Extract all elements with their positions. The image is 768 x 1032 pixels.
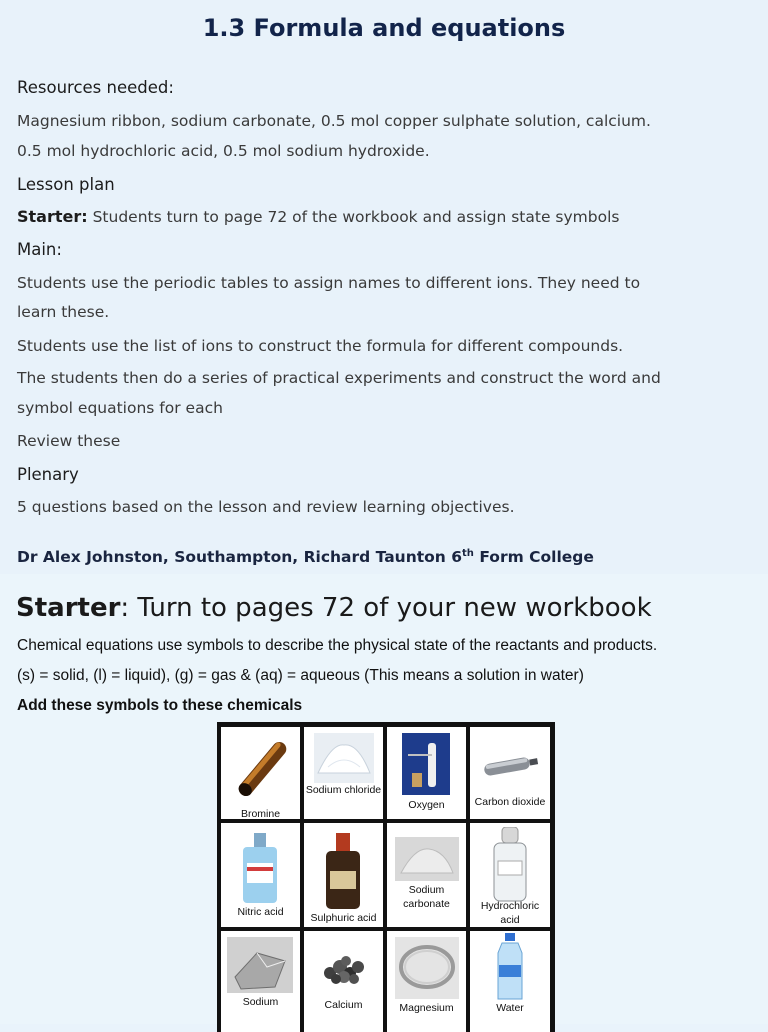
chemical-cell-oxygen: Oxygen (387, 727, 466, 819)
resources-line-2: 0.5 mol hydrochloric acid, 0.5 mol sodium hydroxide. (17, 142, 430, 160)
main-heading: Main: (17, 240, 62, 259)
starter-text: Students turn to page 72 of the workbook and assign state symbols (87, 208, 620, 226)
equations-line-1: Chemical equations use symbols to describe the physical state of the reactants and products. (17, 637, 658, 654)
chemical-cell-sulphuric-acid: Sulphuric acid (304, 823, 383, 927)
salt-pile-icon (314, 733, 374, 783)
author-credit: Dr Alex Johnston, Southampton, Richard Taunton 6th Form College (17, 548, 594, 567)
powder-pile-icon (395, 837, 459, 881)
resources-heading: Resources needed: (17, 78, 174, 97)
resources-line-1: Magnesium ribbon, sodium carbonate, 0.5 mol copper sulphate solution, calcium. (17, 112, 651, 130)
chemicals-grid (217, 722, 555, 1032)
plenary-text: 5 questions based on the lesson and review learning objectives. (17, 498, 515, 516)
equations-line-3: Add these symbols to these chemicals (17, 697, 303, 714)
granules-icon (316, 943, 372, 991)
chemical-cell-bromine: Bromine (221, 727, 300, 819)
page-title: 1.3 Formula and equations (202, 14, 566, 42)
chemical-cell-calcium: Calcium (304, 931, 383, 1032)
chemical-cell-hydrochloric-acid: Hydrochloric acid (470, 823, 550, 927)
reagent-bottle-icon (490, 827, 530, 903)
lesson-plan-heading: Lesson plan (17, 175, 115, 194)
metal-block-icon (227, 937, 293, 993)
plenary-heading: Plenary (17, 465, 79, 484)
main-line-1: Students use the periodic tables to assign names to different ions. They need to (17, 274, 641, 292)
acid-bottle-icon (322, 833, 364, 911)
main-line-2: learn these. (17, 303, 110, 321)
main-line-3: Students use the list of ions to construct the formula for different compounds. (17, 337, 624, 355)
chemical-cell-sodium-chloride: Sodium chloride (304, 727, 383, 819)
water-bottle-icon (496, 933, 524, 1001)
chemical-cell-nitric-acid: Nitric acid (221, 823, 300, 927)
starter-line (17, 207, 619, 226)
chemical-cell-magnesium: Magnesium (387, 931, 466, 1032)
chemical-cell-sodium: Sodium (221, 931, 300, 1032)
chemical-cell-carbon-dioxide: Carbon dioxide (470, 727, 550, 819)
bromine-tube-icon (227, 737, 293, 807)
equations-line-2: (s) = solid, (l) = liquid), (g) = gas & (aq) = aqueous (This means a solution in water) (17, 667, 584, 684)
gas-jar-icon (402, 733, 450, 795)
starter-title: Starter: Turn to pages 72 of your new workbook (16, 593, 652, 623)
acid-bottle-icon (237, 833, 283, 905)
chemical-cell-water: Water (470, 931, 550, 1032)
main-line-6: Review these (17, 432, 121, 450)
ribbon-coil-icon (395, 937, 459, 999)
gas-cylinder-icon (478, 751, 542, 781)
main-line-5: symbol equations for each (17, 399, 223, 417)
starter-label: Starter: (17, 207, 88, 226)
main-line-4: The students then do a series of practical experiments and construct the word and (17, 369, 661, 387)
chemical-cell-sodium-carbonate: Sodium carbonate (387, 823, 466, 927)
